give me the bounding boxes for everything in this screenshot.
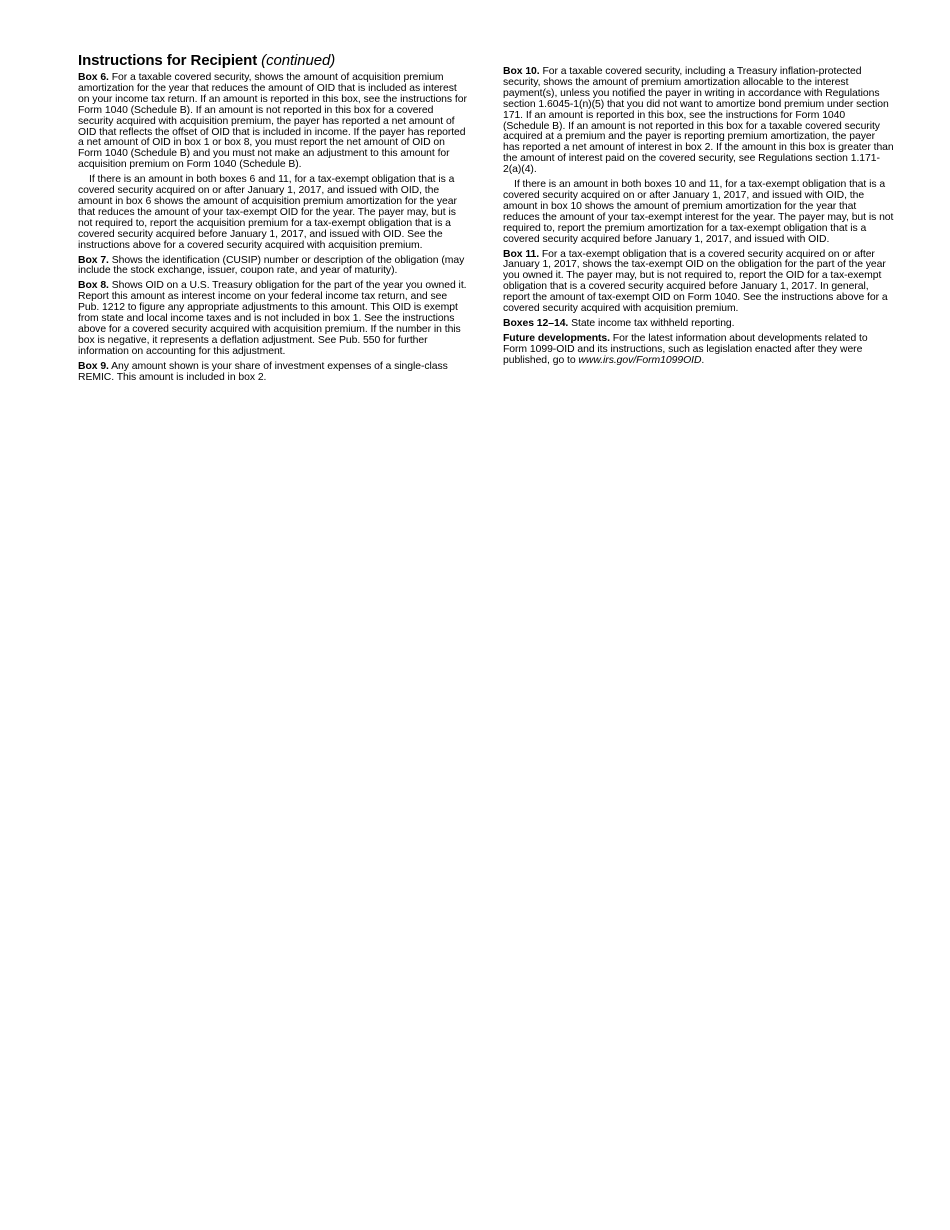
two-column-body <box>78 66 894 387</box>
box10-paragraph <box>503 67 894 176</box>
box8-paragraph <box>78 281 469 357</box>
box10-label: Box 10. <box>503 66 540 77</box>
box6-text: For a taxable covered security, shows the amount of acquisition premium amortization for the year that reduces the amount of OID that is included as interest on your income tax return. If an amount is reported in this box, see the instructions for Form 1040 (Schedule B). If an amount is not reported in this box for a covered security acquired with acquisition premium, the payer has reported a net amount of OID that reflects the offset of OID that is included in income. If the payer has reported a net amount of OID in box 1 or box 8, you must report the net amount of OID on Form 1040 (Schedule B) and you must not make an adjustment to this amount for acquisition premium on Form 1040 (Schedule B). <box>78 72 467 171</box>
box7-label: Box 7. <box>78 254 109 266</box>
future-developments-paragraph <box>503 334 894 367</box>
box6-paragraph <box>78 73 469 171</box>
future-developments-label: Future developments. <box>503 332 610 344</box>
box7-paragraph <box>78 256 469 278</box>
box6-paragraph-2: If there is an amount in both boxes 6 and 11, for a tax-exempt obligation that is a covered security acquired on or after January 1, 2017, and issued with OID, the amount in box 6 shows the amount of acquisition premium amortization for the year that reduces the amount of your tax-exempt OID for the year. The payer may, but is not required to, report the acquisition premium for a tax-exempt obligation that is a covered security acquired before January 1, 2017, and issued with OID. See the instructions above for a covered security acquired with acquisition premium. <box>78 174 457 251</box>
box11-paragraph <box>503 250 894 315</box>
title-continued: (continued) <box>261 52 336 69</box>
instructions-page <box>78 52 894 387</box>
box9-text: Any amount shown is your share of investment expenses of a single-class REMIC. This amount is included in box 2. <box>78 360 448 383</box>
box8-text: Shows OID on a U.S. Treasury obligation for the part of the year you owned it. Report this amount as interest income on your federal income tax return, and see Pub. 1212 to figure any appropriate adjustments to this amount. This OID is exempt from state and local income taxes and is not included in box 1. See the instructions above for a covered security acquired with acquisition premium. If the number in this box is negative, it represents a deflation adjustment. See Pub. 550 for further information on accounting for this adjustment. <box>78 280 467 357</box>
box11-text: For a tax-exempt obligation that is a covered security acquired on or after January 1, 2017, shows the tax-exempt OID on the obligation for the part of the year you owned it. The payer may, but is not required to, report the OID for a tax-exempt obligation that is a covered security acquired before January 1, 2017. In general, report the amount of tax-exempt OID on Form 1040. See the instructions above for a covered security acquired with acquisition premium. <box>503 248 888 315</box>
future-developments-text: For the latest information about developments related to Form 1099-OID and its instructions, such as legislation enacted after they were published, go to <box>503 332 868 366</box>
box9-label: Box 9. <box>78 360 109 372</box>
box6-label: Box 6. <box>78 72 109 83</box>
boxes12-14-label: Boxes 12–14. <box>503 317 569 329</box>
box10-text: For a taxable covered security, including a Treasury inflation-protected security, shows the amount of premium amortization allocable to the interest payment(s), unless you notified the payer in writing in accordance with Regulations section 1.6045-1(n)(5) that you did not want to amortize bond premium under section 171. If an amount is reported in this box, see the instructions for Form 1040 (Schedule B). If an amount is not reported in this box for a taxable covered security acquired at a premium and the payer is reporting premium amortization, the payer has reported a net amount of interest in box 2. If the amount in this box is greater than the amount of interest paid on the covered security, see Regulations section 1.171-2(a)(4). <box>503 66 894 176</box>
box10-paragraph-2: If there is an amount in both boxes 10 and 11, for a tax-exempt obligation that is a covered security acquired on or after January 1, 2017, and issued with OID, the amount in box 10 shows the amount of premium amortization for the year that reduces the amount of your tax-exempt interest for the year. The payer may, but is not required to, report the premium amortization for a tax-exempt obligation that is a covered security acquired before January 1, 2017, and issued with OID. <box>503 179 894 245</box>
box7-text: Shows the identification (CUSIP) number or description of the obligation (may include the stock exchange, issuer, coupon rate, and year of maturity). <box>78 254 465 277</box>
left-column <box>78 73 469 387</box>
title-main: Instructions for Recipient <box>78 52 258 69</box>
future-developments-end: . <box>701 354 705 366</box>
box9-paragraph <box>78 362 469 384</box>
boxes12-14-paragraph <box>503 319 894 330</box>
right-column <box>503 67 894 371</box>
box11-label: Box 11. <box>503 248 540 260</box>
box8-label: Box 8. <box>78 280 109 292</box>
irs-form-link[interactable]: www.irs.gov/Form1099OID <box>578 354 702 366</box>
boxes12-14-text: State income tax withheld reporting. <box>568 317 735 329</box>
